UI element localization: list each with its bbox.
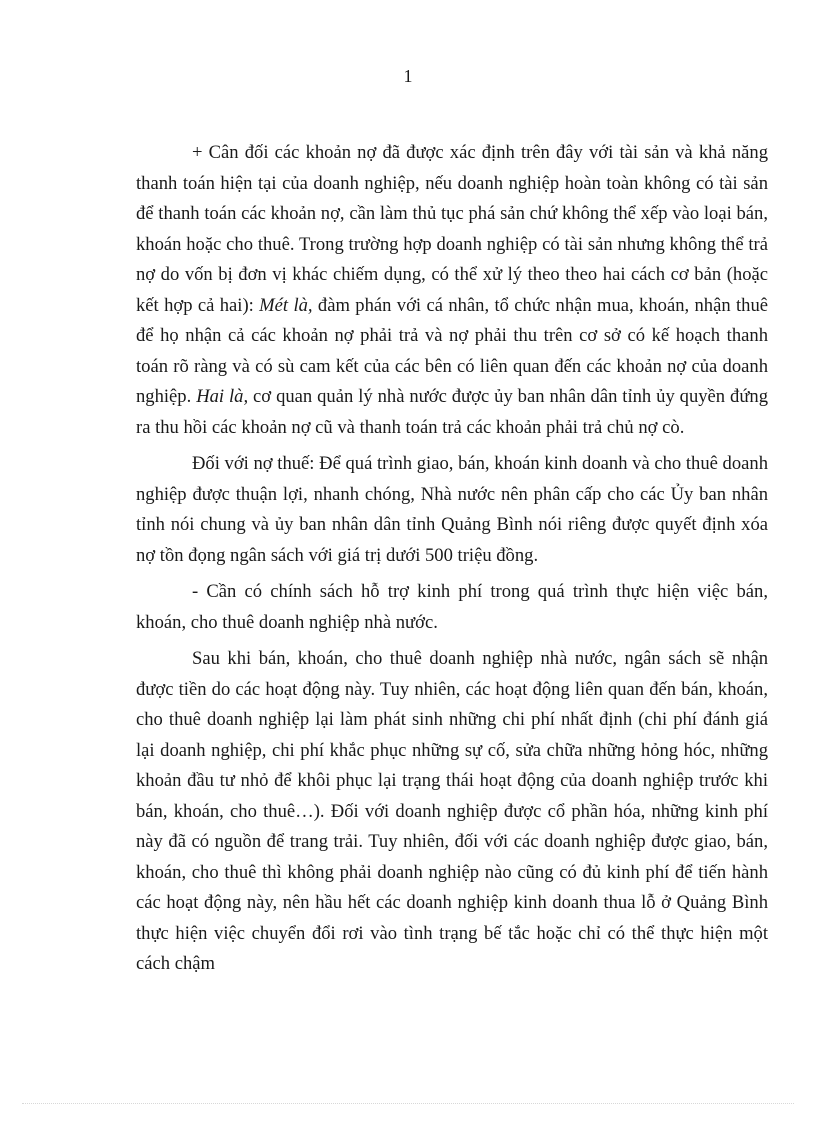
paragraph-tax-debt: Đối với nợ thuế: Để quá trình giao, bán, khoán kinh doanh và cho thuê doanh nghiệp được thuận lợi, nhanh chóng, Nhà nước nên phân cấp cho các Ủy ban nhân tỉnh nói chung và ủy ban nhân dân tỉnh Quảng Bình nói riêng được quyết định xóa nợ tồn đọng ngân sách với giá trị dưới 500 triệu đồng. (136, 453, 768, 566)
page-number: 1 (403, 66, 413, 86)
page-bottom-divider (22, 1103, 794, 1104)
paragraph-funding-policy: - Cần có chính sách hỗ trợ kinh phí trong quá trình thực hiện việc bán, khoán, cho thuê doanh nghiệp nhà nước. (136, 581, 768, 633)
emphasis-first: Mét là, (259, 294, 313, 316)
emphasis-second: Hai là, (196, 386, 249, 407)
paragraph-text: đàm phán với cá nhân, tổ chức nhận mua, khoán, nhận thuê để họ nhận cả các khoản nợ phải trả và nợ phải thu trên cơ sở có kế hoạch thanh toán rõ ràng và có sù cam kết của các bên có liên quan đến các khoản nợ của doanh nghiệp. (136, 294, 769, 407)
paragraph-debt-balance (136, 138, 768, 443)
paragraph-text: cơ quan quản lý nhà nước được ủy ban nhân dân tỉnh ủy quyền đứng ra thu hồi các khoản nợ cũ và thanh toán trả các khoản phải trả chủ nợ cò. (136, 386, 769, 438)
paragraph-text: + Cân đối các khoản nợ đã được xác định trên đây với tài sản và khả năng thanh toán hiện tại của doanh nghiệp, nếu doanh nghiệp hoàn toàn không có tài sản để thanh toán các khoản nợ, cần làm thủ tục phá sản chứ không thể xếp vào loại bán, khoán hoặc cho thuê. Trong trường hợp doanh nghiệp có tài sản nhưng không thể trả nợ do vốn bị đơn vị khác chiếm dụng, có thể xử lý theo theo hai cách cơ bản (hoặc kết hợp cả hai): (136, 142, 768, 316)
paragraph-after-sale: Sau khi bán, khoán, cho thuê doanh nghiệp nhà nước, ngân sách sẽ nhận được tiền do các hoạt động này. Tuy nhiên, các hoạt động liên quan đến bán, khoán, cho thuê doanh nghiệp lại làm phát sinh những chi phí nhất định (chi phí đánh giá lại doanh nghiệp, chi phí khắc phục những sự cố, sửa chữa những hỏng hóc, những khoản đầu tư nhỏ để khôi phục lại trạng thái hoạt động của doanh nghiệp trước khi bán, khoán, cho thuê…). Đối với doanh nghiệp được cổ phần hóa, những kinh phí này đã có nguồn để trang trải. Tuy nhiên, đối với các doanh nghiệp được giao, bán, khoán, cho thuê thì không phải doanh nghiệp nào cũng có đủ kinh phí để tiến hành các hoạt động này, nên hầu hết các doanh nghiệp kinh doanh thua lỗ ở Quảng Bình thực hiện việc chuyển đổi rơi vào tình trạng bế tắc hoặc chỉ có thể thực hiện một cách chậm (136, 648, 768, 974)
document-body (136, 138, 768, 986)
